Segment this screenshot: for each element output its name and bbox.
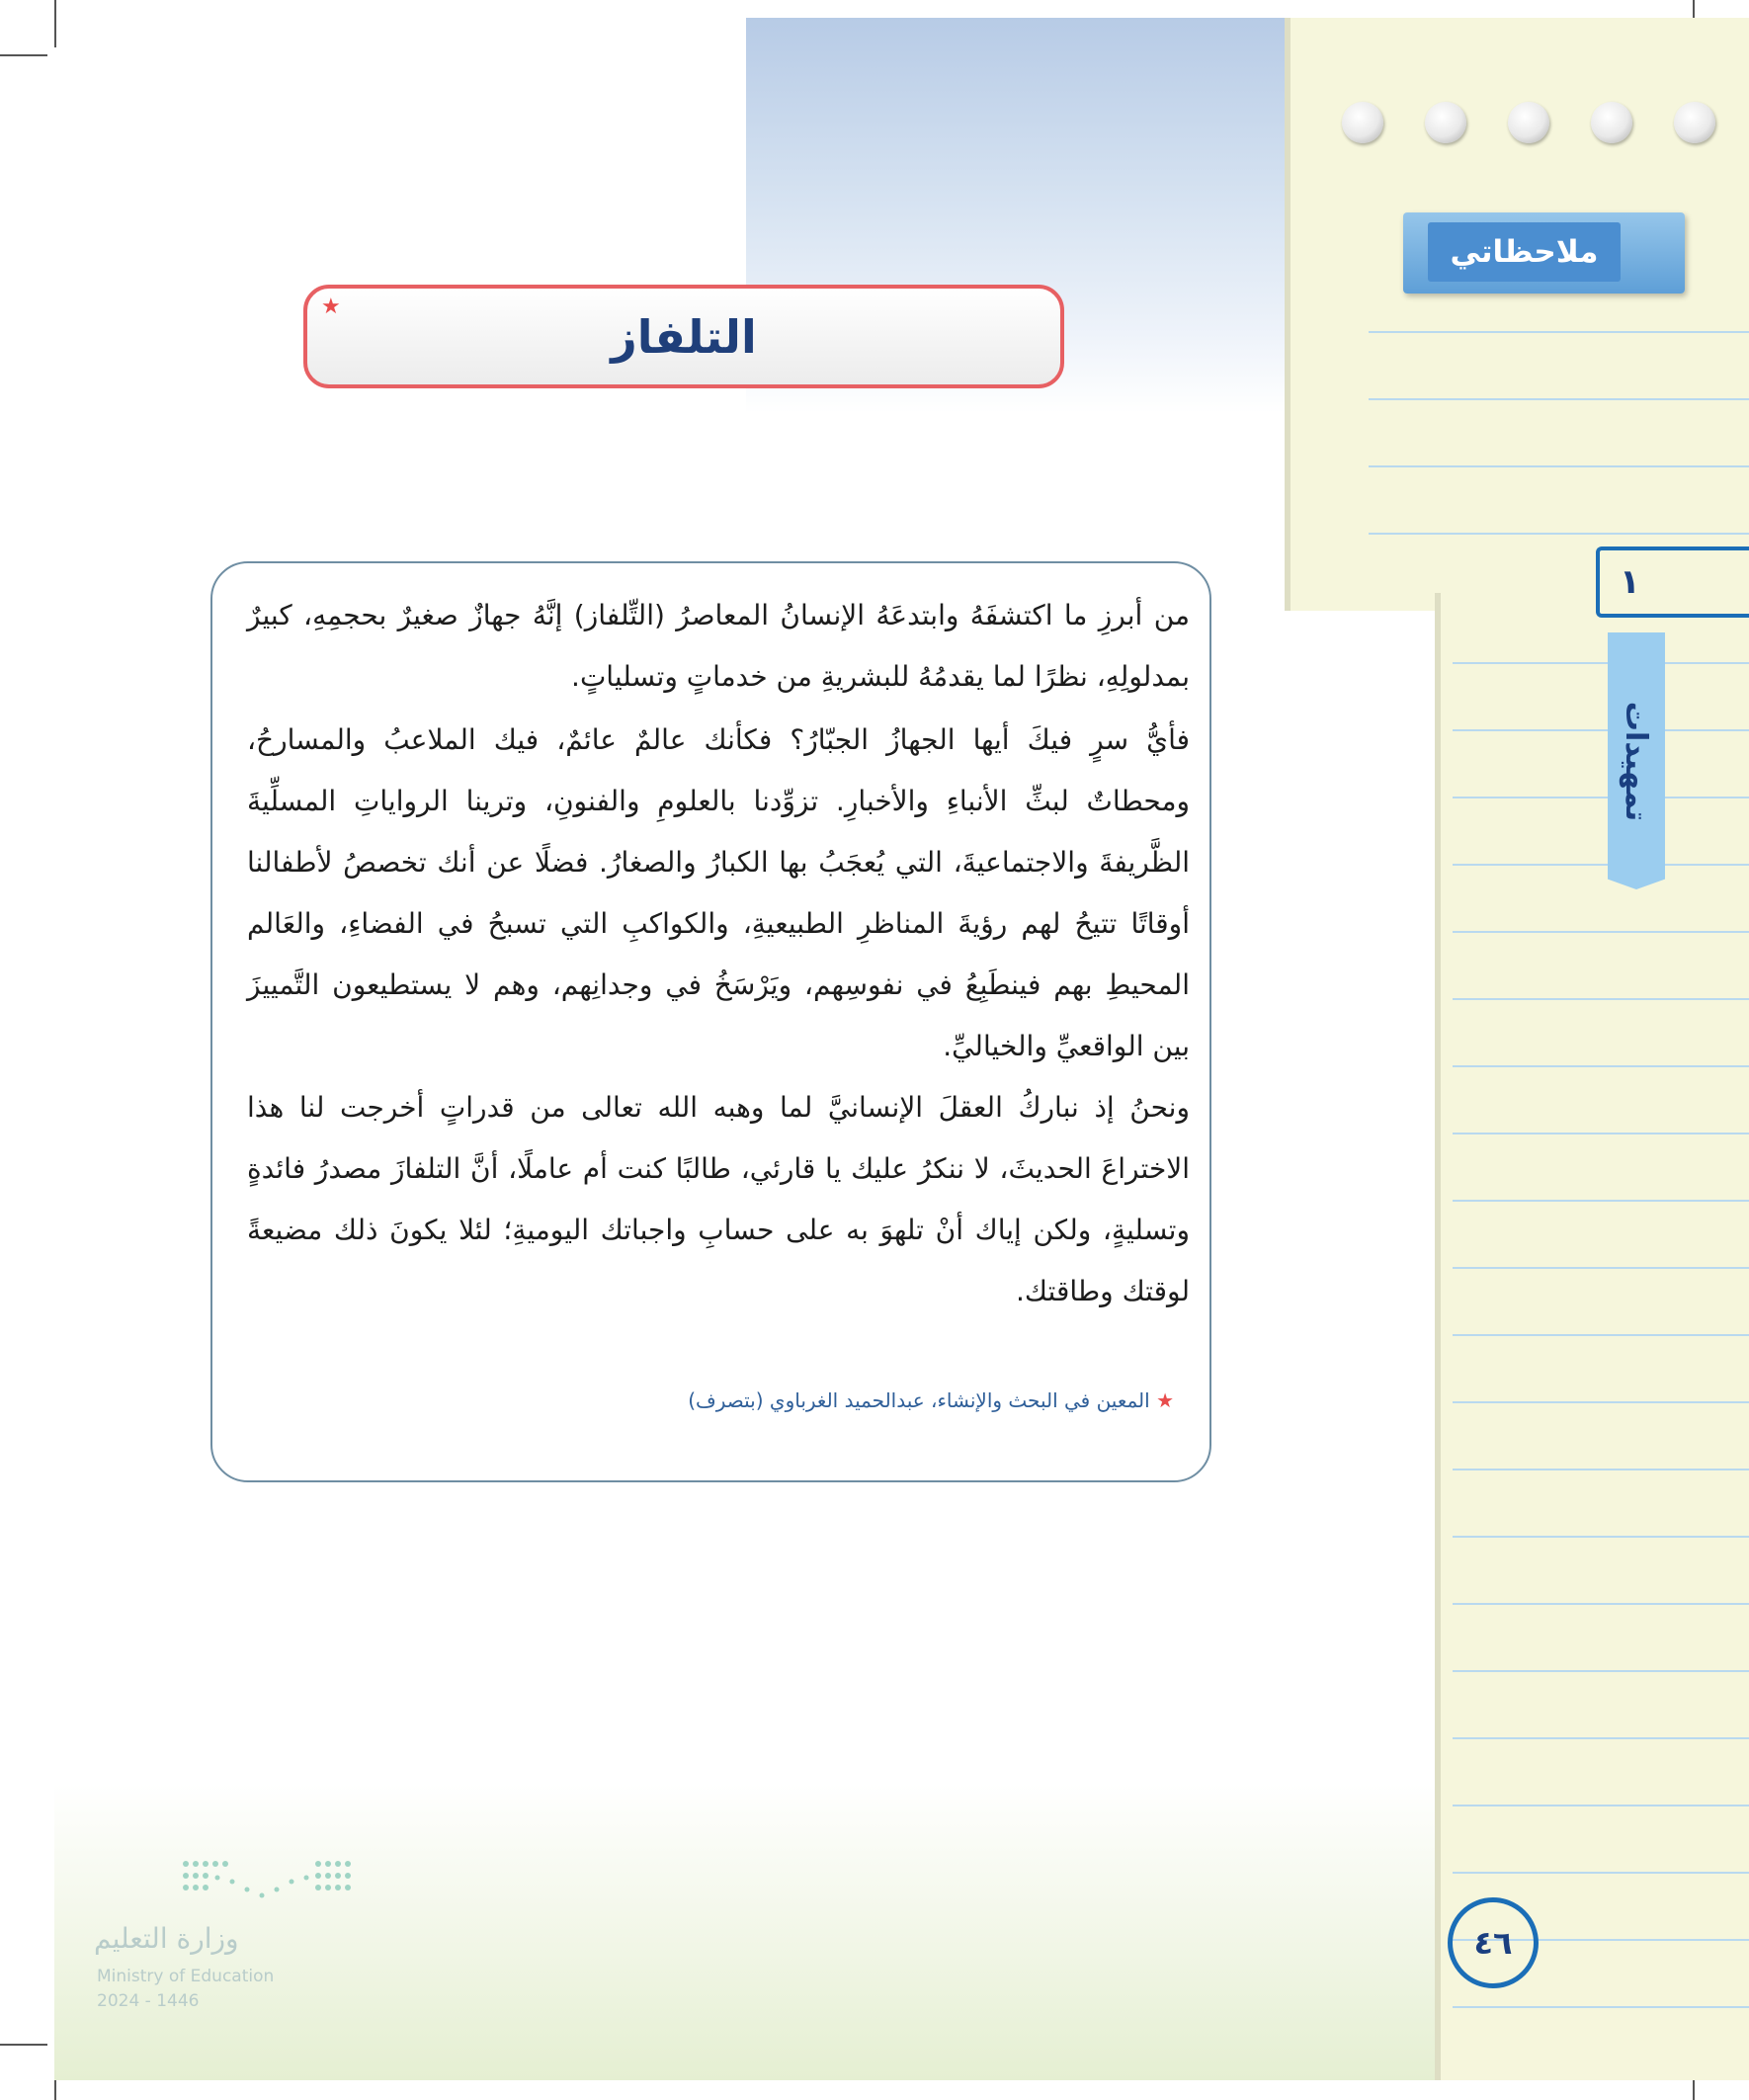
edition-year: 2024 - 1446 [97, 1991, 200, 2011]
ruled-line [1453, 931, 1749, 933]
source-text: المعين في البحث والإنشاء، عبدالحميد الغرباوي (بتصرف) [688, 1388, 1150, 1412]
ruled-line [1453, 1670, 1749, 1672]
ministry-name-arabic: وزارة التعليم [94, 1922, 239, 1955]
passage-paragraph-1: من أبرزِ ما اكتشفَهُ وابتدعَهُ الإنسانُ المعاصرُ (التِّلفاز) إنَّهُ جهازٌ صغيرٌ بحجمِهِ، كبيرٌ بمدلولِهِ، نظرًا لما يقدمُهُ للبشريةِ من خدماتٍ وتسلياتٍ. [247, 599, 1190, 693]
star-icon: ★ [1156, 1388, 1174, 1412]
section-ribbon-label-wrap [1608, 632, 1665, 889]
star-icon: ★ [321, 294, 341, 319]
ruled-line [1453, 797, 1749, 798]
ruled-line [1453, 998, 1749, 1000]
crop-mark [0, 2044, 47, 2046]
my-notes-label: ملاحظاتي [1428, 222, 1621, 282]
ruled-line [1369, 465, 1749, 467]
unit-number-box: ١ [1596, 546, 1749, 618]
passage-box [210, 561, 1211, 1482]
ruled-line [1453, 1200, 1749, 1202]
ruled-line [1453, 1469, 1749, 1470]
ministry-name-english: Ministry of Education [97, 1967, 275, 1986]
ruled-line [1453, 1872, 1749, 1874]
section-ribbon-label: تمهيدات [1619, 701, 1654, 821]
ruled-line [1453, 1133, 1749, 1134]
lesson-title-box [303, 285, 1064, 388]
ruled-line [1453, 1267, 1749, 1269]
ruled-line [1369, 398, 1749, 400]
page-number: ٤٦ [1448, 1897, 1539, 1988]
ruled-line [1453, 662, 1749, 664]
ruled-line [1453, 1603, 1749, 1605]
ruled-line [1453, 1065, 1749, 1067]
crop-mark [0, 54, 47, 56]
binder-ring [1342, 102, 1383, 143]
ruled-line [1453, 1737, 1749, 1739]
ruled-line [1453, 1805, 1749, 1806]
notepad-margin-bottom [1435, 593, 1749, 2080]
passage-paragraph-2: فأيُّ سرٍ فيكَ أيها الجهازُ الجبّارُ؟ فكأنك عالمٌ عائمٌ، فيك الملاعبُ والمسارحُ، ومحطاتٌ لبثِّ الأنباءِ والأخبارِ. تزوِّدنا بالعلومِ والفنونِ، وترينا الرواياتِ المسلِّيةَ الظَّريفةَ والاجتماعيةَ، التي يُعجَبُ بها الكبارُ والصغارُ. فضلًا عن أنك تخصصُ لأطفالنا أوقاتًا تتيحُ لهم رؤيةَ المناظرِ الطبيعيةِ، والكواكبِ التي تسبحُ في الفضاءِ، والعَالم المحيطِ بهم فينطَبِعُ في نفوسِهم، ويَرْسَخُ في وجدانِهم، وهم لا يستطيعون التَّمييزَ بين الواقعيِّ والخياليِّ. [247, 723, 1190, 1062]
crop-mark [54, 0, 56, 47]
ruled-line [1453, 1334, 1749, 1336]
my-notes-tab [1403, 212, 1685, 294]
source-citation [247, 1388, 1174, 1412]
binder-ring [1674, 102, 1715, 143]
passage-paragraph-3: ونحنُ إذ نباركُ العقلَ الإنسانيَّ لما وهبه الله تعالى من قدراتٍ أخرجت لنا هذا الاختراعَ الحديثَ، لا ننكرُ عليك يا قارئي، طالبًا كنت أم عاملًا، أنَّ التلفازَ مصدرُ فائدةٍ وتسليةٍ، ولكن إياك أنْ تلهوَ به على حسابِ واجباتك اليوميةِ؛ لئلا يكونَ ذلك مضيعةً لوقتك وطاقتك. [247, 1091, 1190, 1307]
ministry-logo-dots-icon [178, 1856, 356, 1907]
ruled-line [1453, 729, 1749, 731]
binder-ring [1508, 102, 1549, 143]
ruled-line [1369, 533, 1749, 535]
ruled-line [1453, 864, 1749, 866]
ruled-line [1453, 2006, 1749, 2008]
binder-ring [1425, 102, 1466, 143]
lesson-title: التلفاز [611, 309, 757, 364]
ruled-line [1369, 331, 1749, 333]
ruled-line [1453, 1401, 1749, 1403]
ruled-line [1453, 1536, 1749, 1538]
binder-ring [1591, 102, 1632, 143]
